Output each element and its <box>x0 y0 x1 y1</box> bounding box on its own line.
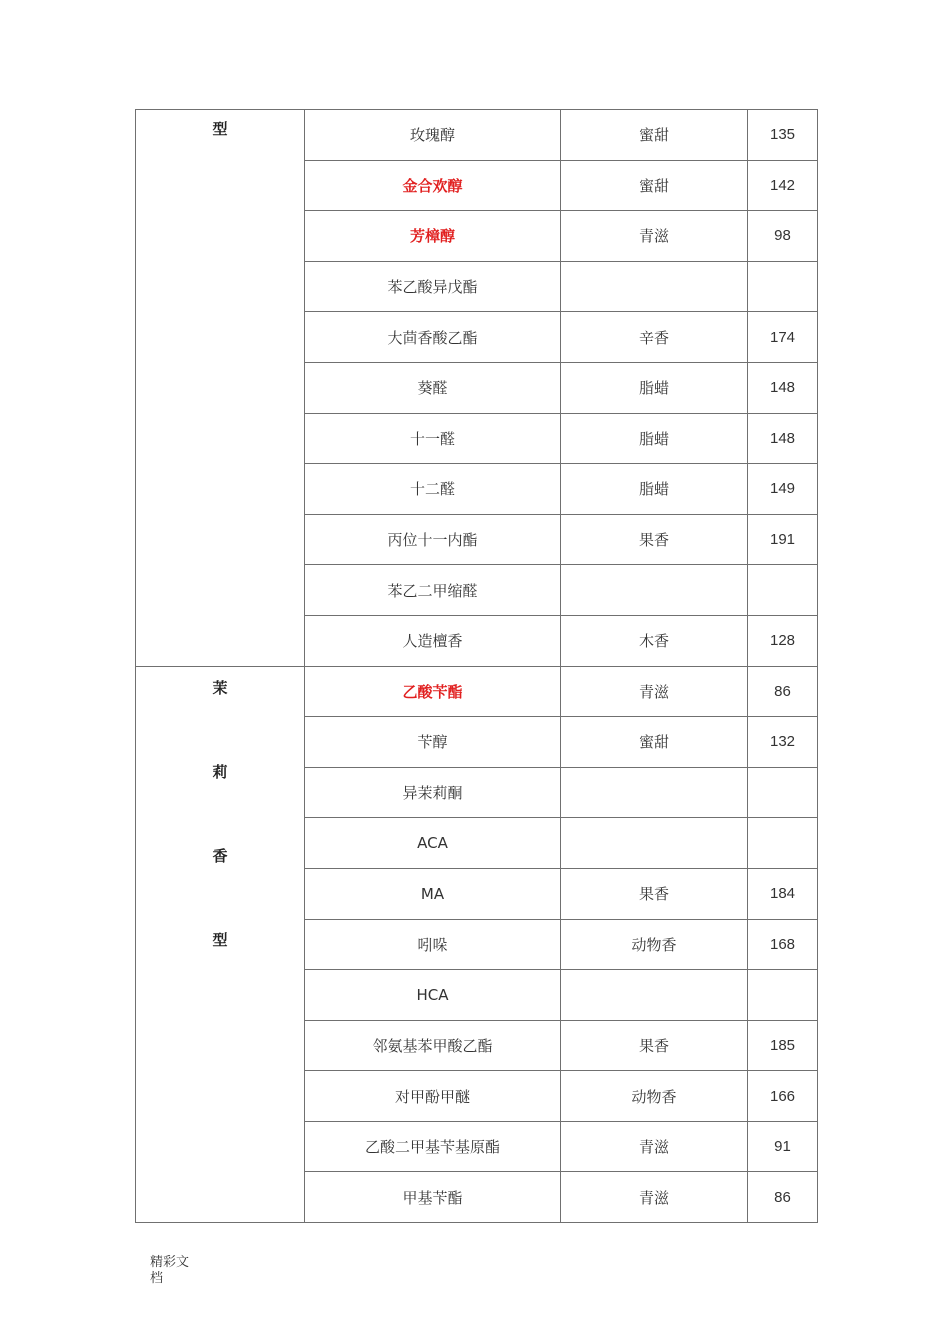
compound-name-cell: HCA <box>305 970 561 1021</box>
compound-name-cell: 丙位十一内酯 <box>305 514 561 565</box>
odor-type-cell: 青滋 <box>561 1121 748 1172</box>
value-cell: 148 <box>748 362 818 413</box>
compound-name-cell: MA <box>305 868 561 919</box>
category-char: 茉 <box>212 678 228 697</box>
odor-type-cell: 动物香 <box>561 1071 748 1122</box>
compound-name-cell: 十一醛 <box>305 413 561 464</box>
value-cell: 142 <box>748 160 818 211</box>
category-label <box>136 667 304 1007</box>
value-cell: 128 <box>748 615 818 666</box>
odor-type-cell: 脂蜡 <box>561 464 748 515</box>
category-label <box>136 110 304 146</box>
category-char: 莉 <box>212 762 228 781</box>
odor-type-cell: 青滋 <box>561 666 748 717</box>
value-cell: 185 <box>748 1020 818 1071</box>
category-cell <box>136 666 305 1223</box>
odor-type-cell: 蜜甜 <box>561 160 748 211</box>
fragrance-table-body <box>136 110 818 1223</box>
footer-text: 精彩文档 <box>150 1255 190 1286</box>
compound-name-cell: 苄醇 <box>305 717 561 768</box>
compound-name-cell: 异茉莉酮 <box>305 767 561 818</box>
odor-type-cell: 果香 <box>561 868 748 919</box>
odor-type-cell: 辛香 <box>561 312 748 363</box>
compound-name-cell: 乙酸二甲基苄基原酯 <box>305 1121 561 1172</box>
compound-name-cell: 芳樟醇 <box>305 211 561 262</box>
odor-type-cell: 脂蜡 <box>561 362 748 413</box>
compound-name-cell: 大茴香酸乙酯 <box>305 312 561 363</box>
value-cell <box>748 261 818 312</box>
compound-name-cell: 对甲酚甲醚 <box>305 1071 561 1122</box>
value-cell: 166 <box>748 1071 818 1122</box>
category-char: 香 <box>212 846 228 865</box>
value-cell <box>748 970 818 1021</box>
value-cell: 86 <box>748 666 818 717</box>
value-cell: 148 <box>748 413 818 464</box>
value-cell: 91 <box>748 1121 818 1172</box>
odor-type-cell: 青滋 <box>561 211 748 262</box>
value-cell: 132 <box>748 717 818 768</box>
value-cell: 135 <box>748 110 818 161</box>
compound-name-cell: 甲基苄酯 <box>305 1172 561 1223</box>
compound-name-cell: 玫瑰醇 <box>305 110 561 161</box>
odor-type-cell <box>561 970 748 1021</box>
table-row <box>136 110 818 161</box>
odor-type-cell: 青滋 <box>561 1172 748 1223</box>
compound-name-cell: ACA <box>305 818 561 869</box>
value-cell: 98 <box>748 211 818 262</box>
compound-name-cell: 吲哚 <box>305 919 561 970</box>
fragrance-table <box>135 109 818 1223</box>
odor-type-cell <box>561 565 748 616</box>
value-cell <box>748 767 818 818</box>
value-cell <box>748 565 818 616</box>
odor-type-cell: 脂蜡 <box>561 413 748 464</box>
table-row <box>136 666 818 717</box>
odor-type-cell: 蜜甜 <box>561 717 748 768</box>
compound-name-cell: 葵醛 <box>305 362 561 413</box>
odor-type-cell: 果香 <box>561 514 748 565</box>
value-cell: 174 <box>748 312 818 363</box>
compound-name-cell: 邻氨基苯甲酸乙酯 <box>305 1020 561 1071</box>
odor-type-cell: 木香 <box>561 615 748 666</box>
odor-type-cell <box>561 818 748 869</box>
compound-name-cell: 苯乙二甲缩醛 <box>305 565 561 616</box>
compound-name-cell: 十二醛 <box>305 464 561 515</box>
category-cell <box>136 110 305 667</box>
value-cell: 168 <box>748 919 818 970</box>
odor-type-cell: 蜜甜 <box>561 110 748 161</box>
odor-type-cell: 动物香 <box>561 919 748 970</box>
odor-type-cell: 果香 <box>561 1020 748 1071</box>
category-char: 型 <box>212 120 228 138</box>
odor-type-cell <box>561 767 748 818</box>
value-cell <box>748 818 818 869</box>
value-cell: 149 <box>748 464 818 515</box>
compound-name-cell: 乙酸苄酯 <box>305 666 561 717</box>
value-cell: 191 <box>748 514 818 565</box>
value-cell: 184 <box>748 868 818 919</box>
odor-type-cell <box>561 261 748 312</box>
compound-name-cell: 人造檀香 <box>305 615 561 666</box>
compound-name-cell: 苯乙酸异戊酯 <box>305 261 561 312</box>
category-char: 型 <box>212 930 228 949</box>
value-cell: 86 <box>748 1172 818 1223</box>
compound-name-cell: 金合欢醇 <box>305 160 561 211</box>
